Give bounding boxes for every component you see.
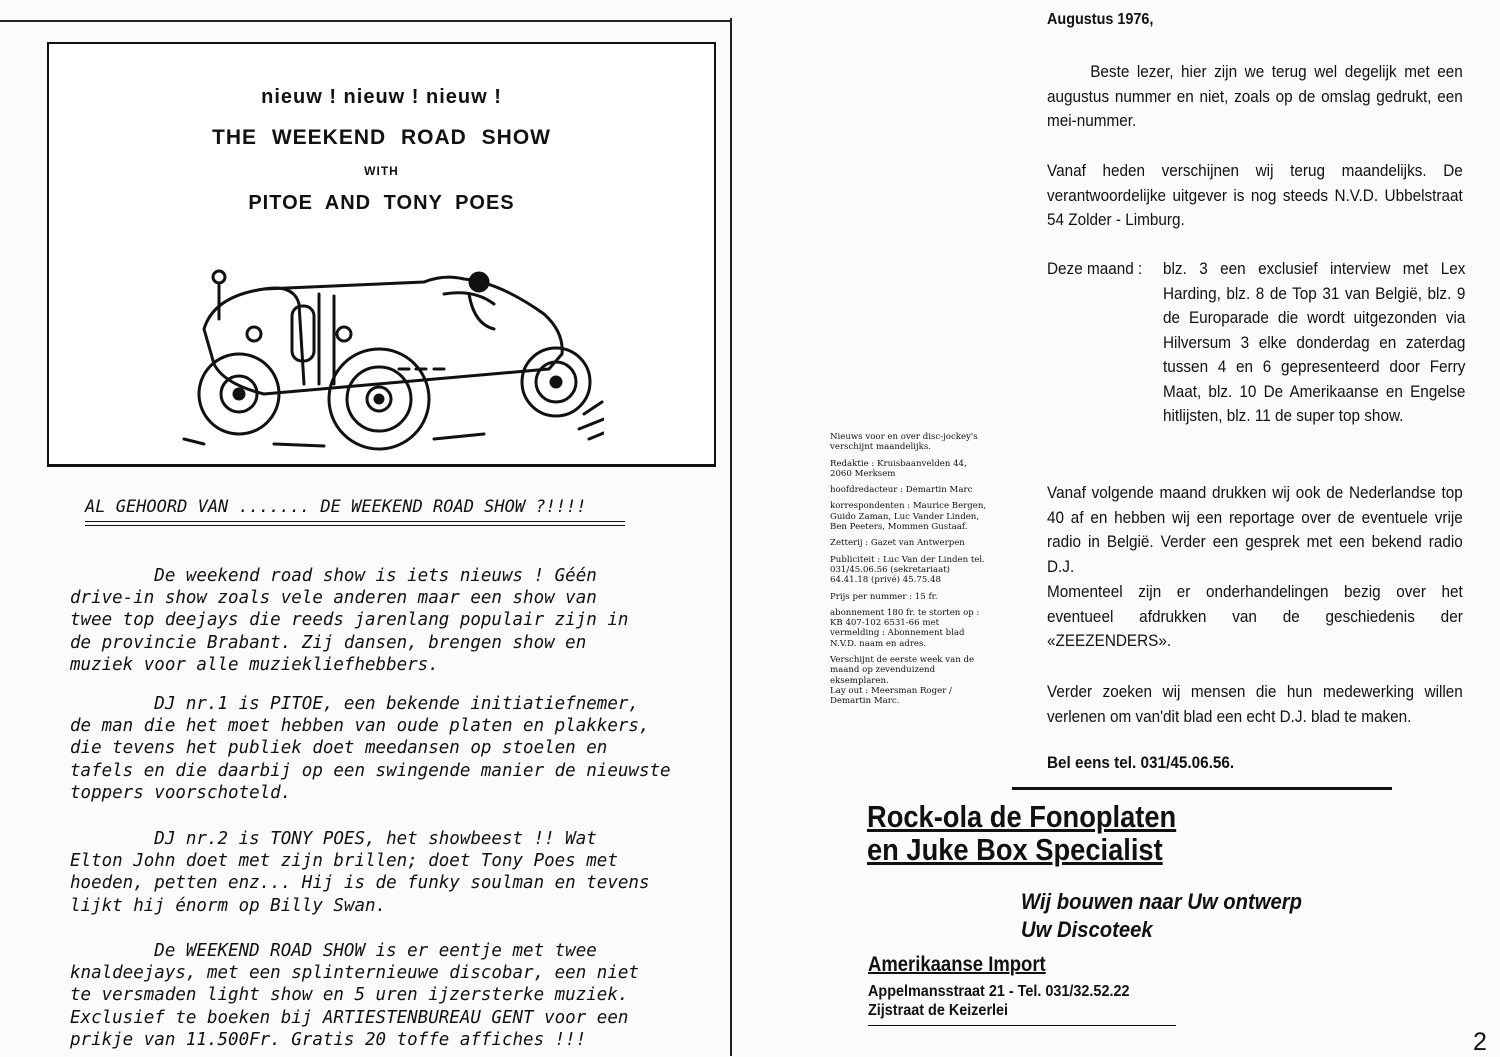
- letter-paragraph-5: Verder zoeken wij mensen die hun medewerking willen verlenen om van'dit blad een echt D.J. blad te maken.: [1047, 682, 1463, 726]
- letter-paragraph-1: Beste lezer, hier zijn we terug wel degelijk met een augustus nummer en niet, zoals op de omslag gedrukt, een mei-nummer.: [1047, 62, 1463, 130]
- article-paragraph-3: DJ nr.2 is TONY POES, het showbeest !! Wat Elton John doet met zijn brillen; doet Tony Poes met hoeden, petten enz... Hij is de funky soulman en tevens lijkt hij énorm op Billy Swan.: [70, 829, 650, 916]
- letter-paragraph-3: Vanaf volgende maand drukken wij ook de Nederlandse top 40 af en hebben wij een reportage over de eventuele vrije radio in België. Verder een gesprek met een bekend radio D.J.: [1047, 483, 1463, 576]
- colophon-entry: korrespondenten : Maurice Bergen, Guido Zaman, Luc Vander Linden, Ben Peeters, Mommen Gustaaf.: [830, 501, 987, 533]
- colophon-entry: Redaktie : Kruisbaanvelden 44, 2060 Merksem: [830, 458, 967, 479]
- letter-paragraph-4: Momenteel zijn er onderhandelingen bezig over het eventueel afdrukken van de geschiedenis der «ZEEZENDERS».: [1047, 582, 1463, 650]
- advert-title: [867, 800, 1176, 866]
- letter-paragraph-2: Vanaf heden verschijnen wij terug maandelijks. De verantwoordelijke uitgever is nog steeds N.V.D. Ubbelstraat 54 Zolder - Limburg.: [1047, 161, 1463, 229]
- advert-address-line-1: Appelmansstraat 21 - Tel. 031/32.52.22: [868, 983, 1130, 1000]
- left-page: [0, 0, 735, 1056]
- ad-line-djs: PITOE AND TONY POES: [248, 192, 515, 214]
- advert-slogan-line-1: Wij bouwen naar Uw ontwerp: [1021, 889, 1302, 914]
- heading-double-rule: [85, 521, 625, 526]
- advert-slogan-line-2: Uw Discoteek: [1021, 917, 1153, 942]
- advert-title-line-2: en Juke Box Specialist: [867, 832, 1163, 867]
- vintage-race-car-illustration: [144, 234, 604, 459]
- article-paragraph-1: De weekend road show is iets nieuws ! Géén drive-in show zoals vele anderen maar een show van twee top deejays die reeds jarenlang populair zijn in de provincie Brabant. Zij dansen, brengen show en muziek voor alle muziekliefhebbers.: [70, 566, 629, 675]
- advert-title-line-1: Rock-ola de Fonoplaten: [867, 799, 1177, 834]
- road-show-ad: [47, 42, 716, 467]
- article-paragraph-2: DJ nr.1 is PITOE, een bekende initiatiefnemer, de man die het moet hebben van oude platen en plakkers, die tevens het publiek doet meedansen op stoelen en tafels en die daarbij op een swingende manier de nieuwste toppers voorschoteld.: [70, 694, 671, 803]
- page-number: 2: [1473, 1028, 1487, 1056]
- advert-address: [868, 982, 1129, 1020]
- right-page: [735, 0, 1500, 1056]
- advert-address-line-2: Zijstraat de Keizerlei: [868, 1002, 1009, 1019]
- colophon-entry: hoofdredacteur : Demartin Marc: [830, 485, 973, 496]
- advert-bottom-rule: [868, 1025, 1176, 1026]
- letter-date: Augustus 1976,: [1047, 11, 1154, 28]
- ad-line-title: THE WEEKEND ROAD SHOW: [212, 126, 551, 149]
- advert-slogan: [1021, 888, 1302, 944]
- colophon-entry: Verschijnt de eerste week van de maand op zevenduizend eksemplaren. Lay out : Meersman Roger / Demartin Marc.: [830, 655, 975, 707]
- advert-import: Amerikaanse Import: [868, 953, 1046, 976]
- contents-label: Deze maand :: [1047, 259, 1143, 278]
- colophon-entry: Publiciteit : Luc Van der Linden tel. 031/45.06.56 (sekretariaat) 64.41.18 (privé) 45.75.48: [830, 554, 985, 586]
- colophon: [830, 432, 988, 713]
- colophon-entry: Zetterij : Gazet van Antwerpen: [830, 538, 965, 549]
- ad-line-new: nieuw ! nieuw ! nieuw !: [261, 86, 502, 108]
- article-heading: AL GEHOORD VAN ....... DE WEEKEND ROAD SHOW ?!!!!: [85, 497, 587, 517]
- telephone-line: Bel eens tel. 031/45.06.56.: [1047, 753, 1235, 772]
- advert-top-rule: [1012, 787, 1392, 790]
- colophon-entry: Prijs per nummer : 15 fr.: [830, 591, 938, 602]
- article-paragraph-4: De WEEKEND ROAD SHOW is er eentje met twee knaldeejays, met een splinternieuwe discobar, een niet te versmaden light show en 5 uren ijzersterke muziek. Exclusief te boeken bij ARTIESTENBUREAU GENT voor een prikje van 11.500Fr. Gratis 20 toffe affiches !!!: [70, 941, 639, 1050]
- colophon-entry: abonnement 180 fr. te storten op : KB 407-102 6531-66 met vermelding : Abonnement blad N.V.D. naam en adres.: [830, 607, 980, 649]
- ad-line-with: WITH: [364, 164, 399, 178]
- colophon-entry: Nieuws voor en over disc-jockey's verschijnt maandelijks.: [830, 432, 978, 453]
- contents-text: blz. 3 een exclusief interview met Lex Harding, blz. 8 de Top 31 van België, blz. 9 de Europarade die wordt uitgezonden via Hilversum 3 elke donderdag en zaterdag tussen 4 en 6 gepresenteerd door Ferry Maat, blz. 10 De Amerikaanse en Engelse hitlijsten, blz. 11 de super top show.: [1163, 259, 1466, 425]
